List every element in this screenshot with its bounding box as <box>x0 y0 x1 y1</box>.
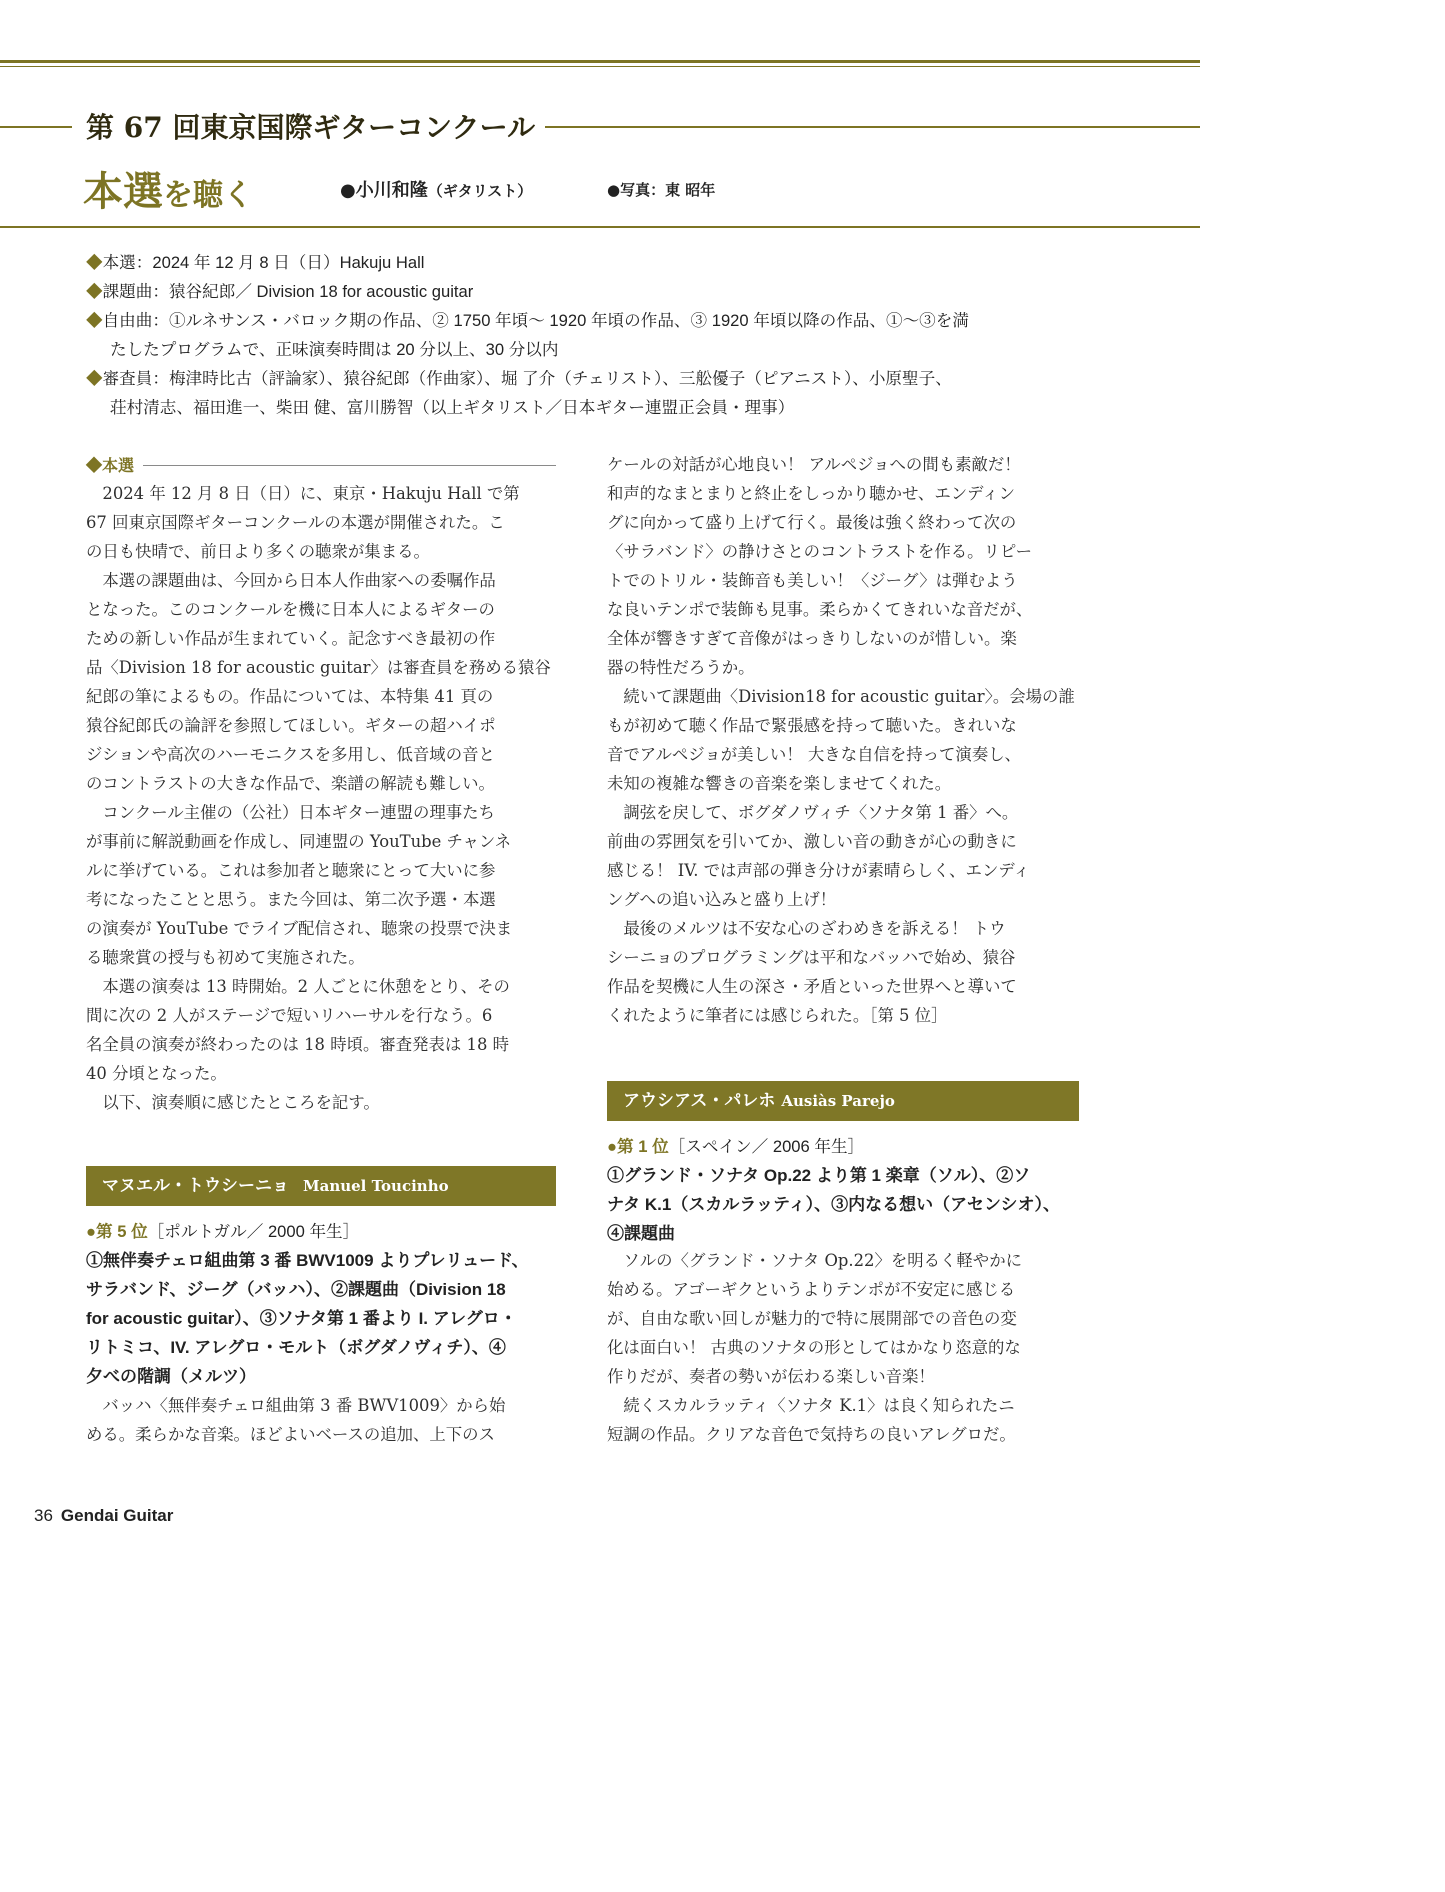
performer-review <box>607 1246 1079 1449</box>
body-line: 和声的なまとまりと終止をしっかり聴かせ、エンディン <box>607 484 1015 503</box>
page-title-main: 本選 <box>83 168 163 215</box>
performer-bar-parejo <box>607 1081 1079 1121</box>
performer-bar-toucinho <box>86 1166 556 1206</box>
body-line: の日も快晴で、前日より多くの聴衆が集まる。 <box>86 542 430 561</box>
diamond-bullet-icon: ◆ <box>86 311 103 330</box>
body-line: ルに挙げている。これは参加者と聴衆にとって大いに参 <box>86 861 496 880</box>
review-line: 続くスカルラッティ〈ソナタ K.1〉は良く知られたニ <box>607 1396 1015 1415</box>
page-title-suffix: を聴く <box>163 178 253 213</box>
body-line: 続いて課題曲〈Division18 for acoustic guitar〉。会場の誰 <box>607 687 1075 706</box>
body-line: となった。このコンクールを機に日本人によるギターの <box>86 600 495 619</box>
performer-rank-line <box>86 1218 359 1242</box>
section-heading-label: ◆本選 <box>86 458 135 475</box>
author-credit <box>340 176 532 202</box>
left-column-body <box>86 479 556 1117</box>
program-line: サラバンド、ジーグ（バッハ）、②課題曲（Division 18 <box>86 1280 506 1299</box>
body-line: 本選の演奏は 13 時開始。2 人ごとに休憩をとり、その <box>86 977 510 996</box>
performer-name: マヌエル・トウシーニョ <box>102 1176 289 1196</box>
left-column <box>86 479 556 1117</box>
review-line: 始める。アゴーギクというよりテンポが不安定に感じる <box>607 1280 1016 1299</box>
performer-program <box>607 1161 1079 1248</box>
body-line: 最後のメルツは不安な心のざわめきを訴える！ トウ <box>607 919 1006 938</box>
program-line: for acoustic guitar）、③ソナタ第 1 番より I. アレグロ・ <box>86 1309 517 1328</box>
series-rule-right <box>545 126 1200 128</box>
program-line: ①無伴奏チェロ組曲第 3 番 BWV1009 よりプレリュード、 <box>86 1251 529 1270</box>
section-heading <box>86 451 556 480</box>
body-line: 前曲の雰囲気を引いてか、激しい音の動きが心の動きに <box>607 832 1017 851</box>
program-line: ナタ K.1（スカルラッティ）、③内なる想い（アセンシオ）、 <box>607 1195 1061 1214</box>
photo-credit: ●写真：東 昭年 <box>607 181 716 199</box>
info-text: ：①ルネサンス・バロック期の作品、② 1750 年頃〜 1920 年頃の作品、③ 1920 年頃以降の作品、①〜③を満 <box>152 311 969 330</box>
body-line: 〈サラバンド〉の静けさとのコントラストを作る。リピー <box>607 542 1033 561</box>
rank-label: ●第 1 位 <box>607 1137 669 1156</box>
contest-info-block <box>86 248 1086 422</box>
performer-latin-name: Manuel Toucinho <box>303 1177 449 1195</box>
performer-program <box>86 1246 556 1391</box>
body-line: 名全員の演奏が終わったのは 18 時頃。審査発表は 18 時 <box>86 1035 509 1054</box>
series-title-row <box>0 106 1200 146</box>
body-line: 調弦を戻して、ボグダノヴィチ〈ソナタ第 1 番〉へ。 <box>607 803 1019 822</box>
series-rule-left <box>0 126 72 128</box>
body-line: シーニョのプログラミングは平和なバッハで始め、猿谷 <box>607 948 1016 967</box>
body-line: 考になったことと思う。また今回は、第二次予選・本選 <box>86 890 496 909</box>
body-line: ングへの追い込みと盛り上げ！ <box>607 890 837 909</box>
diamond-bullet-icon: ◆ <box>86 253 103 272</box>
body-line: コンクール主催の（公社）日本ギター連盟の理事たち <box>86 803 495 822</box>
review-line: 短調の作品。クリアな音色で気持ちの良いアレグロだ。 <box>607 1425 1016 1444</box>
info-text: ：梅津時比古（評論家）、猿谷紀郎（作曲家）、堀 了介（チェリスト）、三舩優子（ピアニスト）、小原聖子、 <box>152 369 952 388</box>
top-double-rule-thin <box>0 66 1200 67</box>
body-line: ケールの対話が心地良い！ アルペジョへの間も素敵だ！ <box>607 455 1021 474</box>
body-line: 全体が響きすぎて音像がはっきりしないのが惜しい。楽 <box>607 629 1017 648</box>
info-label: 課題曲 <box>102 282 153 301</box>
page-footer <box>34 1506 173 1526</box>
performer-name: アウシアス・パレホ <box>623 1091 776 1111</box>
performer-rank-line <box>607 1133 864 1157</box>
body-line: ための新しい作品が生まれていく。記念すべき最初の作 <box>86 629 496 648</box>
page-title <box>83 160 253 217</box>
info-line <box>86 277 1086 306</box>
body-line: 67 回東京国際ギターコンクールの本選が開催された。こ <box>86 513 505 532</box>
info-text: ：2024 年 12 月 8 日（日）Hakuju Hall <box>135 253 425 272</box>
info-text: ：猿谷紀郎／ Division 18 for acoustic guitar <box>152 282 474 301</box>
body-line: 猿谷紀郎氏の論評を参照してほしい。ギターの超ハイポ <box>86 716 496 735</box>
body-line: 以下、演奏順に感じたところを記す。 <box>86 1093 380 1112</box>
performer-review <box>86 1391 556 1449</box>
body-line: 紀郎の筆によるもの。作品については、本特集 41 頁の <box>86 687 494 706</box>
body-line: くれたように筆者には感じられた。［第 5 位］ <box>607 1006 948 1025</box>
author-name: ●小川和隆 <box>340 180 428 201</box>
review-line: 化は面白い！ 古典のソナタの形としてはかなり恣意的な <box>607 1338 1021 1357</box>
program-line: ①グランド・ソナタ Op.22 より第 1 楽章（ソル）、②ソ <box>607 1166 1031 1185</box>
body-line: 器の特性だろうか。 <box>607 658 755 677</box>
body-line: もが初めて聴く作品で緊張感を持って聴いた。きれいな <box>607 716 1017 735</box>
body-line: のコントラストの大きな作品で、楽譜の解読も難しい。 <box>86 774 495 793</box>
rank-label: ●第 5 位 <box>86 1222 148 1241</box>
body-line: 品〈Division 18 for acoustic guitar〉は審査員を務める猿谷 <box>86 658 551 677</box>
info-line-continued: たしたプログラムで、正味演奏時間は 20 分以上、30 分以内 <box>110 340 559 359</box>
info-line <box>86 248 1086 277</box>
info-line <box>86 306 1086 335</box>
title-divider <box>0 226 1200 228</box>
review-line: ソルの〈グランド・ソナタ Op.22〉を明るく軽やかに <box>607 1251 1022 1270</box>
section-heading-rule <box>143 465 556 466</box>
review-line: バッハ〈無伴奏チェロ組曲第 3 番 BWV1009〉から始 <box>86 1396 506 1415</box>
body-line: グに向かって盛り上げて行く。最後は強く終わって次の <box>607 513 1017 532</box>
performer-origin: ［スペイン／ 2006 年生］ <box>668 1137 865 1156</box>
body-line: トでのトリル・装飾音も美しい！〈ジーグ〉は弾むよう <box>607 571 1018 590</box>
performer-origin: ［ポルトガル／ 2000 年生］ <box>147 1222 360 1241</box>
info-label: 審査員 <box>102 369 153 388</box>
right-column <box>607 450 1079 1030</box>
body-line: 音でアルペジョが美しい！ 大きな自信を持って演奏し、 <box>607 745 1021 764</box>
program-line: ④課題曲 <box>607 1224 675 1243</box>
program-line: 夕べの階調（メルツ） <box>86 1367 256 1386</box>
info-line-continued: 荘村清志、福田進一、柴田 健、富川勝智（以上ギタリスト／日本ギター連盟正会員・理事） <box>110 398 795 417</box>
body-line: 間に次の 2 人がステージで短いリハーサルを行なう。6 <box>86 1006 493 1025</box>
program-line: リトミコ、IV. アレグロ・モルト（ボグダノヴィチ）、④ <box>86 1338 506 1357</box>
top-double-rule <box>0 60 1200 63</box>
author-role: （ギタリスト） <box>427 182 533 200</box>
body-line: る聴衆賞の授与も初めて実施された。 <box>86 948 365 967</box>
body-line: の演奏が YouTube でライブ配信され、聴衆の投票で決ま <box>86 919 513 938</box>
diamond-bullet-icon: ◆ <box>86 282 103 301</box>
review-line: が、自由な歌い回しが魅力的で特に展開部での音色の変 <box>607 1309 1017 1328</box>
body-line: 本選の課題曲は、今回から日本人作曲家への委嘱作品 <box>86 571 496 590</box>
diamond-bullet-icon: ◆ <box>86 369 103 388</box>
review-line: 作りだが、奏者の勢いが伝わる楽しい音楽！ <box>607 1367 935 1386</box>
performer-latin-name: Ausiàs Parejo <box>781 1092 895 1110</box>
body-line: 2024 年 12 月 8 日（日）に、東京・Hakuju Hall で第 <box>86 484 520 503</box>
body-line: 40 分頃となった。 <box>86 1064 227 1083</box>
body-line: な良いテンポで装飾も見事。柔らかくてきれいな音だが、 <box>607 600 1033 619</box>
series-title: 第 67 回東京国際ギターコンクール <box>86 111 536 144</box>
body-line: 未知の複雑な響きの音楽を楽しませてくれた。 <box>607 774 952 793</box>
magazine-name: Gendai Guitar <box>60 1506 174 1525</box>
right-column-body <box>607 450 1079 1030</box>
body-line: が事前に解説動画を作成し、同連盟の YouTube チャンネ <box>86 832 512 851</box>
page-number: 36 <box>34 1506 53 1525</box>
body-line: 作品を契機に人生の深さ・矛盾といった世界へと導いて <box>607 977 1017 996</box>
info-label: 自由曲 <box>102 311 153 330</box>
review-line: める。柔らかな音楽。ほどよいベースの追加、上下のス <box>86 1425 495 1444</box>
body-line: ジションや高次のハーモニクスを多用し、低音域の音と <box>86 745 495 764</box>
body-line: 感じる！ IV. では声部の弾き分けが素晴らしく、エンディ <box>607 861 1030 880</box>
info-line <box>86 364 1086 393</box>
info-label: 本選 <box>102 253 136 272</box>
